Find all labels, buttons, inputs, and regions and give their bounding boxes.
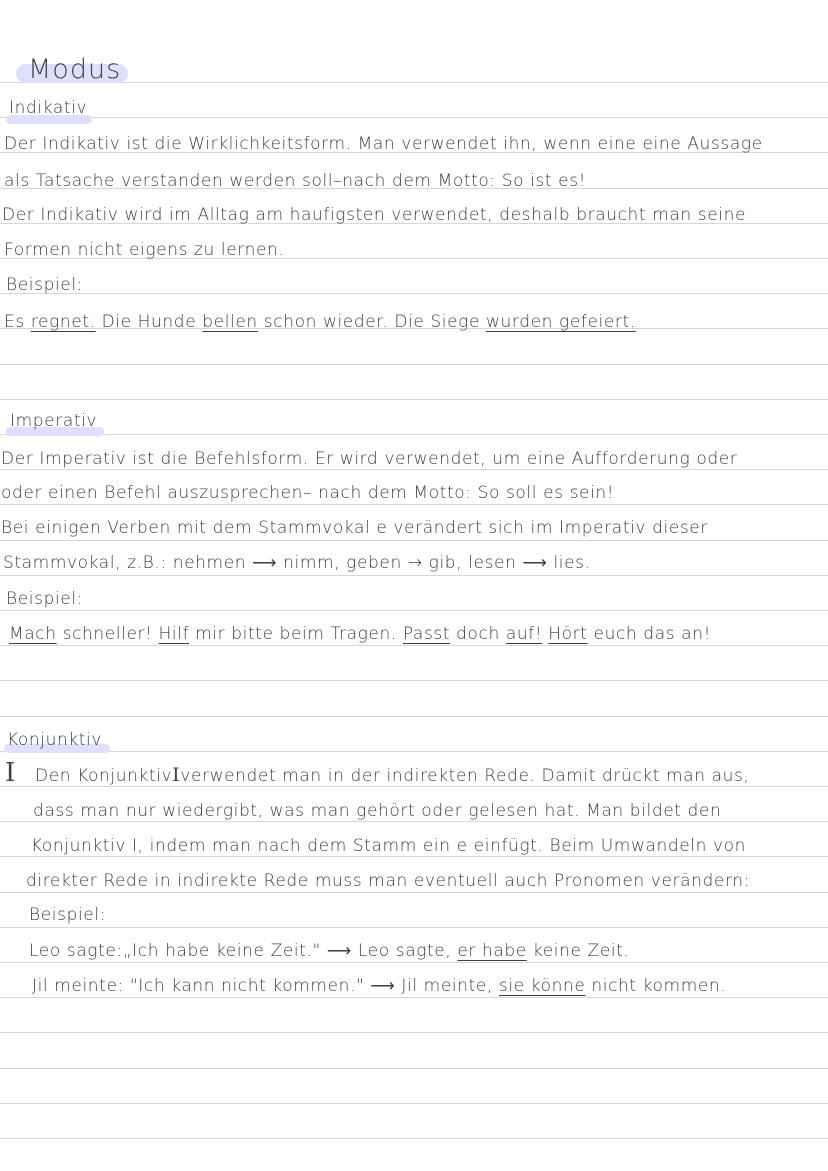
text-line: [35, 764, 749, 786]
ruled-line: [0, 293, 828, 294]
text: doch: [450, 624, 506, 644]
text-line: Stammvokal, z.B.: nehmen ⟶ nimm, geben → gib, lesen ⟶ lies.: [3, 553, 591, 573]
ruled-line: [0, 892, 828, 893]
ruled-line: [0, 82, 828, 83]
text-line: Konjunktiv I, indem man nach dem Stamm ein e einfügt. Beim Umwandeln von: [31, 836, 747, 856]
text-line: Der Indikativ ist die Wirklichkeitsform. Man verwendet ihn, wenn eine eine Aussage: [4, 134, 763, 154]
text-line: Der Imperativ ist die Befehlsform. Er wird verwendet, um eine Aufforderung oder: [1, 449, 738, 469]
text: mir bitte beim Tragen.: [189, 624, 403, 644]
text: Den Konjunktiv: [35, 766, 173, 786]
ruled-line: [0, 821, 828, 822]
text-line: Beispiel:: [6, 275, 83, 295]
underlined-verb: Hört: [548, 624, 588, 644]
page-title: Modus: [28, 54, 122, 85]
text: Jil meinte: "Ich kann nicht kommen." ⟶ Jil meinte,: [32, 976, 499, 996]
text-line: direkter Rede in indirekte Rede muss man eventuell auch Pronomen verändern:: [26, 871, 750, 891]
roman-numeral-marker: I: [5, 758, 16, 788]
text-line: Der Indikativ wird im Alltag am haufigsten verwendet, deshalb braucht man seine: [2, 205, 747, 225]
underlined-verb: wurden gefeiert.: [486, 312, 636, 332]
example-line: [29, 941, 629, 961]
underlined-verb: er habe: [457, 941, 527, 961]
example-line: [9, 624, 711, 644]
text: Es: [4, 312, 31, 332]
ruled-line: [0, 645, 828, 646]
text-line: Beispiel:: [29, 905, 106, 925]
underlined-verb: bellen: [202, 312, 258, 332]
heading-indikativ: Indikativ: [9, 98, 88, 118]
ruled-line: [0, 1103, 828, 1104]
ruled-line: [0, 927, 828, 928]
ruled-line: [0, 434, 828, 435]
example-line: [4, 312, 636, 332]
text: Die Hunde: [95, 312, 203, 332]
ruled-line: [0, 540, 828, 541]
ruled-line: [0, 751, 828, 752]
ruled-line: [0, 997, 828, 998]
ruled-line: [0, 399, 828, 400]
ruled-line: [0, 1068, 828, 1069]
ruled-line: [0, 1032, 828, 1033]
heading-konjunktiv: Konjunktiv: [7, 730, 103, 750]
text: euch das an!: [587, 624, 711, 644]
underlined-verb: sie könne: [498, 976, 586, 996]
roman-numeral: I: [172, 764, 181, 786]
ruled-line: [0, 680, 828, 681]
text: Leo sagte:„Ich habe keine Zeit." ⟶ Leo sagte,: [29, 941, 458, 961]
text: keine Zeit.: [526, 941, 630, 961]
underlined-verb: auf!: [505, 624, 543, 644]
text: schneller!: [56, 624, 159, 644]
ruled-line: [0, 1138, 828, 1139]
ruled-line: [0, 856, 828, 857]
text: verwendet man in der indirekten Rede. Damit drückt man aus,: [180, 766, 750, 786]
ruled-line: [0, 117, 828, 118]
example-line: [32, 976, 726, 996]
underlined-verb: Hilf: [158, 624, 190, 644]
ruled-line: [0, 575, 828, 576]
ruled-line: [0, 716, 828, 717]
underlined-verb: regnet.: [30, 312, 96, 332]
text-line: Beispiel:: [6, 589, 83, 609]
text-line: oder einen Befehl auszusprechen– nach dem Motto: So soll es sein!: [1, 483, 615, 503]
ruled-line: [0, 962, 828, 963]
ruled-line: [0, 786, 828, 787]
text: nicht kommen.: [585, 976, 727, 996]
underlined-verb: Mach: [9, 624, 57, 644]
ruled-line: [0, 364, 828, 365]
text-line: als Tatsache verstanden werden soll–nach dem Motto: So ist es!: [4, 171, 587, 191]
text-line: Formen nicht eigens zu lernen.: [4, 240, 285, 260]
ruled-line: [0, 610, 828, 611]
text-line: Bei einigen Verben mit dem Stammvokal e verändert sich im Imperativ dieser: [1, 518, 708, 538]
text-line: dass man nur wiedergibt, was man gehört oder gelesen hat. Man bildet den: [33, 801, 722, 821]
underlined-verb: Passt: [402, 624, 451, 644]
text: schon wieder. Die Siege: [257, 312, 487, 332]
ruled-line: [0, 504, 828, 505]
ruled-line: [0, 469, 828, 470]
heading-imperativ: Imperativ: [10, 411, 98, 431]
